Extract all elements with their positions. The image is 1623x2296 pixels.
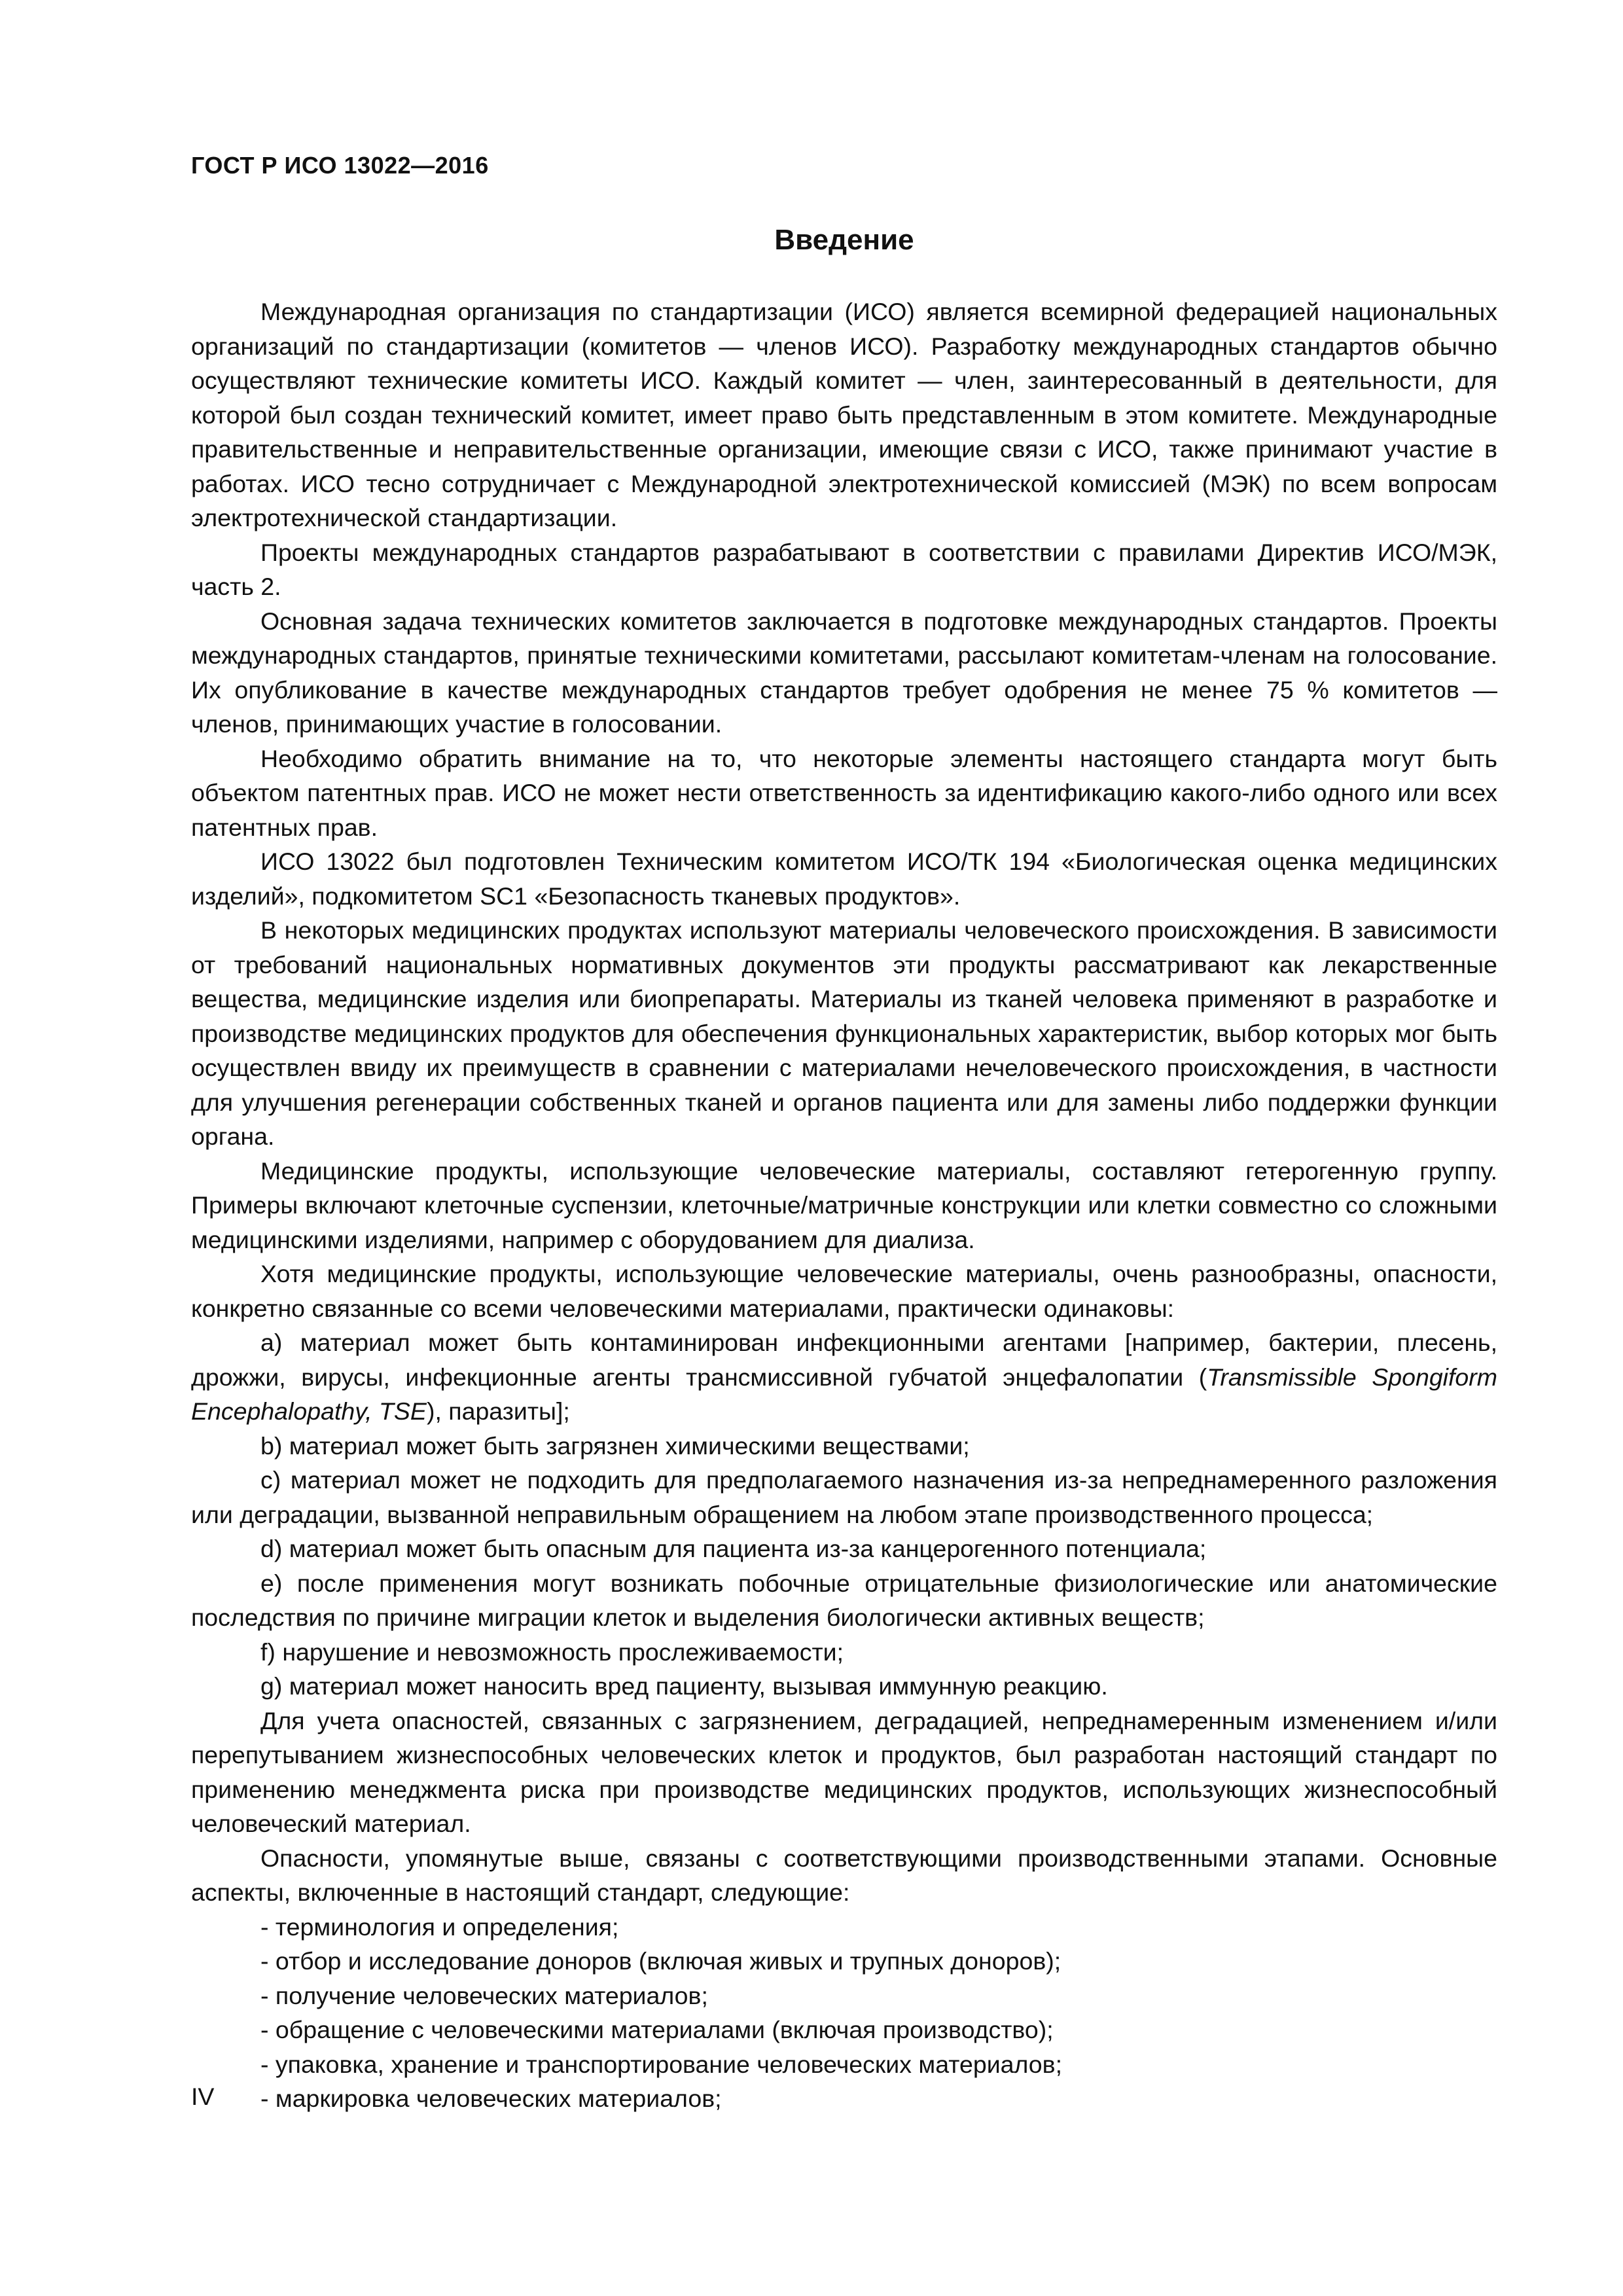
list-item: b) материал может быть загрязнен химическими веществами; [260,1431,970,1460]
paragraph: Необходимо обратить внимание на то, что некоторые элементы настоящего стандарта могут быть объектом патентных прав. ИСО не может нести ответственность за идентификацию какого-либо одного или всех патентных прав. [191,744,1497,841]
document-body [191,295,1497,2116]
page-number: IV [191,2083,215,2110]
list-item: d) материал может быть опасным для пациента из-за канцерогенного потенциала; [260,1535,1207,1562]
document-header: ГОСТ Р ИСО 13022—2016 [191,152,489,179]
dash-list-item: - упаковка, хранение и транспортирование человеческих материалов; [260,2050,1062,2078]
paragraph: Международная организация по стандартизации (ИСО) является всемирной федерацией национальных организаций по стандартизации (комитетов — членов ИСО). Разработку международных стандартов обычно осуществляют технические комитеты ИСО. Каждый комитет — член, заинтересованный в деятельности, для которой был создан технический комитет, имеет право быть представленным в этом комитете. Международные правительственные и неправительственные организации, имеющие связи с ИСО, также принимают участие в работах. ИСО тесно сотрудничает с Международной электротехнической комиссией (МЭК) по всем вопросам электротехнической стандартизации. [191,298,1497,531]
dash-list-item: - обращение с человеческими материалами (включая производство); [260,2016,1054,2043]
paragraph: Опасности, упомянутые выше, связаны с соответствующими производственными этапами. Основные аспекты, включенные в настоящий стандарт, следующие: [191,1844,1497,1906]
list-item-a-text: а) материал может быть контаминирован инфекционными агентами [например, бактерии, плесень, дрожжи, вирусы, инфекционные агенты трансмиссивной губчатой энцефалопатии ( [191,1329,1497,1391]
paragraph: Проекты международных стандартов разрабатывают в соответствии с правилами Директив ИСО/МЭК, часть 2. [191,538,1497,600]
dash-list-item: - отбор и исследование доноров (включая живых и трупных доноров); [260,1947,1061,1975]
paragraph: В некоторых медицинских продуктах используют материалы человеческого происхождения. В зависимости от требований национальных нормативных документов эти продукты рассматривают как лекарственные вещества, медицинские изделия или биопрепараты. Материалы из тканей человека применяют в разработке и производстве медицинских продуктов для обеспечения функциональных характеристик, выбор которых мог быть осуществлен ввиду их преимуществ в сравнении с материалами нечеловеческого происхождения, в частности для улучшения регенерации собственных тканей и органов пациента или для замены либо поддержки функции органа. [191,916,1497,1150]
dash-list-item: - маркировка человеческих материалов; [260,2085,722,2112]
list-item: е) после применения могут возникать побочные отрицательные физиологические или анатомические последствия по причине миграции клеток и выделения биологически активных веществ; [191,1569,1497,1631]
paragraph: Для учета опасностей, связанных с загрязнением, деградацией, непреднамеренным изменением и/или перепутыванием жизнеспособных человеческих клеток и продуктов, был разработан настоящий стандарт по применению менеджмента риска при производстве медицинских продуктов, использующих жизнеспособный человеческий материал. [191,1706,1497,1837]
paragraph: ИСО 13022 был подготовлен Техническим комитетом ИСО/ТК 194 «Биологическая оценка медицинских изделий», подкомитетом SC1 «Безопасность тканевых продуктов». [191,848,1497,910]
list-item-a [191,1325,1497,1429]
section-title: Введение [774,224,914,256]
list-item: с) материал может не подходить для предполагаемого назначения из-за непреднамеренного разложения или деградации, вызванной неправильным обращением на любом этапе производственного процесса; [191,1466,1497,1528]
list-item-a-italic: Transmissible Spongiform Encephalopathy, TSE [191,1363,1498,1425]
paragraph: Хотя медицинские продукты, использующие человеческие материалы, очень разнообразны, опасности, конкретно связанные со всеми человеческими материалами, практически одинаковы: [191,1260,1497,1322]
paragraph: Основная задача технических комитетов заключается в подготовке международных стандартов. Проекты международных стандартов, принятые техническими комитетами, рассылают комитетам-членам на голосование. Их опубликование в качестве международных стандартов требует одобрения не менее 75 % комитетов — членов, принимающих участие в голосовании. [191,607,1497,738]
list-item: g) материал может наносить вред пациенту, вызывая иммунную реакцию. [260,1672,1108,1700]
dash-list-item: - терминология и определения; [260,1912,619,1941]
dash-list-item: - получение человеческих материалов; [260,1981,708,2009]
list-item-a-tail: ), паразиты]; [426,1397,570,1425]
paragraph: Медицинские продукты, использующие человеческие материалы, составляют гетерогенную группу. Примеры включают клеточные суспензии, клеточные/матричные конструкции или клетки совместно со сложными медицинскими изделиями, например с оборудованием для диализа. [191,1157,1497,1253]
list-item: f) нарушение и невозможность прослеживаемости; [260,1638,844,1666]
